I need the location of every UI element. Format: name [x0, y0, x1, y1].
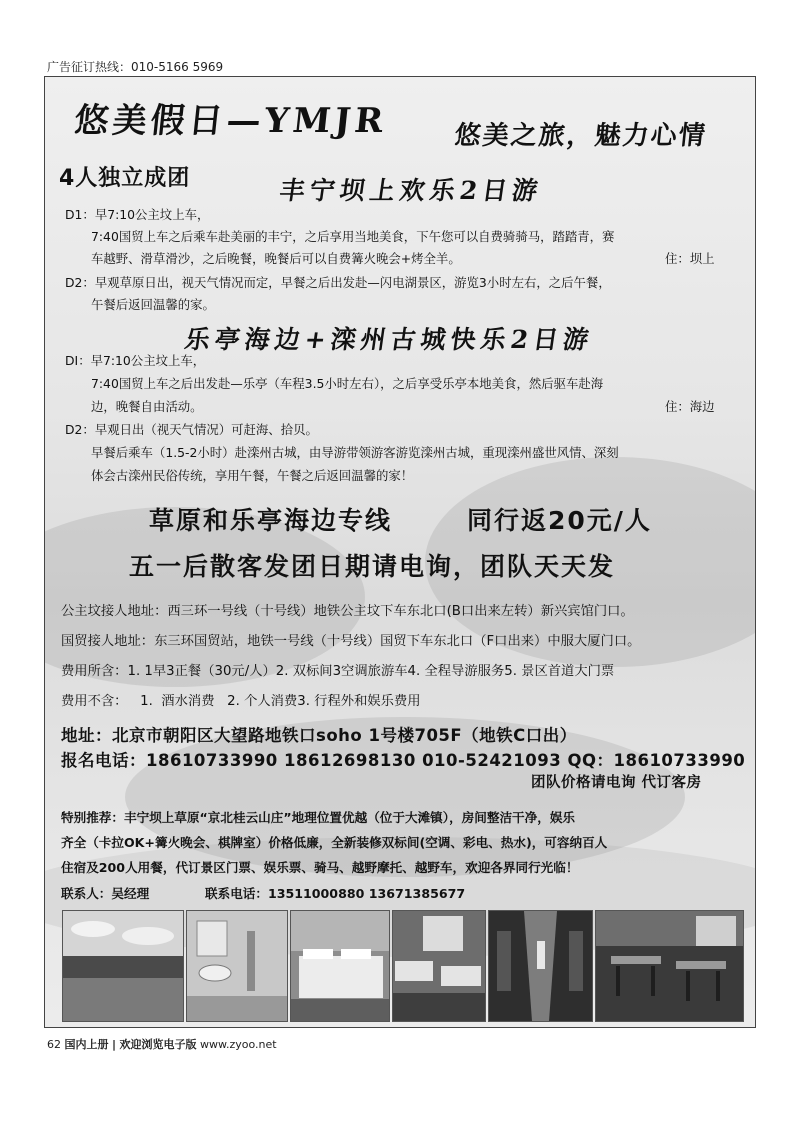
footer-promo: 欢迎浏览电子版 — [119, 1038, 197, 1051]
section-name: 国内上册 — [64, 1038, 109, 1051]
route2-line: DI：早7:10公主坟上车， — [65, 353, 206, 368]
contact-phone: 联系电话：13511000880 13671385677 — [205, 886, 466, 901]
footer-url[interactable]: www.zyoo.net — [200, 1038, 277, 1051]
page-footer — [47, 1036, 277, 1052]
brand-slogan: 悠美之旅，魅力心情 — [453, 121, 709, 151]
route1-line: 午餐后返回温馨的家。 — [91, 297, 215, 312]
route2-line: 早餐后乘车（1.5-2小时）赴滦州古城，由导游带领游客游览滦州古城，重现滦州盛世风情、深刻 — [91, 445, 619, 460]
fee-included: 费用所含：1. 1早3正餐（30元/人）2. 双标间3空调旅游车4. 全程导游服务5. 景区首道大门票 — [61, 664, 615, 679]
route1-line: D1：早7:10公主坟上车， — [65, 207, 210, 222]
route2-line: 体会古滦州民俗传统，享用午餐，午餐之后返回温馨的家！ — [91, 468, 414, 483]
route2-stay: 住：海边 — [665, 399, 715, 414]
route2-line: 7:40国贸上车之后出发赴—乐亭（车程3.5小时左右），之后享受乐亭本地美食，然后驱车赴海 — [91, 376, 604, 391]
highlight-schedule: 五一后散客发团日期请电询，团队天天发 — [129, 552, 616, 581]
photo-twin-room — [392, 910, 486, 1022]
photo-double-room — [290, 910, 390, 1022]
advertisement-panel — [44, 76, 756, 1028]
highlight-special-line: 草原和乐亭海边专线 — [149, 506, 393, 535]
brand-title: 悠美假日—YMJR — [72, 101, 389, 141]
pickup-gongzhufen: 公主坟接人地址：西三环一号线（十号线）地铁公主坟下车东北口(B口出来左转）新兴宾馆门口。 — [61, 604, 634, 619]
route1-title: 丰宁坝上欢乐2日游 — [277, 176, 545, 205]
route1-line: 车越野、滑草滑沙，之后晚餐，晚餐后可以自费篝火晚会+烤全羊。 — [91, 251, 461, 266]
group-price-note: 团队价格请电询 代订客房 — [531, 775, 702, 791]
group-label: 4人独立成团 — [59, 166, 191, 191]
photo-dining-hall — [595, 910, 744, 1022]
route2-line: 边，晚餐自由活动。 — [91, 399, 203, 414]
highlight-rebate: 同行返20元/人 — [467, 506, 652, 535]
special-recommendation: 齐全（卡拉OK+篝火晚会、棋牌室）价格低廉，全新装修双标间(空调、彩电、热水)，可容纳百人 — [61, 835, 608, 850]
special-recommendation: 住宿及200人用餐，代订景区门票、娱乐票、骑马、越野摩托、越野车，欢迎各界同行光临！ — [61, 860, 579, 875]
footer-separator: | — [112, 1038, 117, 1051]
fee-excluded: 费用不含： 1. 酒水消费 2. 个人消费3. 行程外和娱乐费用 — [61, 694, 421, 709]
ad-hotline: 广告征订热线：010-5166 5969 — [47, 60, 224, 74]
photo-resort-exterior — [62, 910, 184, 1022]
pickup-guomao: 国贸接人地址：东三环国贸站，地铁一号线（十号线）国贸下车东北口（F口出来）中服大厦门口。 — [61, 634, 641, 649]
route2-title: 乐亭海边+滦州古城快乐2日游 — [182, 325, 596, 354]
contact-name: 联系人：吴经理 — [61, 886, 150, 901]
page-number: 62 — [47, 1038, 61, 1051]
photo-corridor — [488, 910, 593, 1022]
route1-stay: 住：坝上 — [665, 251, 715, 266]
photo-bathroom — [186, 910, 288, 1022]
special-recommendation: 特别推荐：丰宁坝上草原“京北桂云山庄”地理位置优越（位于大滩镇），房间整洁干净，娱乐 — [61, 810, 576, 825]
route1-line: 7:40国贸上车之后乘车赴美丽的丰宁，之后享用当地美食，下午您可以自费骑骑马，踏踏青，赛 — [91, 229, 615, 244]
route2-line: D2：早观日出（视天气情况）可赶海、拾贝。 — [65, 422, 318, 437]
address: 地址：北京市朝阳区大望路地铁口soho 1号楼705F（地铁C口出） — [61, 726, 577, 745]
signup-phone: 报名电话：18610733990 18612698130 010-52421093 QQ：18610733990 — [61, 751, 746, 770]
route1-line: D2：早观草原日出，视天气情况而定，早餐之后出发赴—闪电湖景区，游览3小时左右，之后午餐， — [65, 275, 611, 290]
